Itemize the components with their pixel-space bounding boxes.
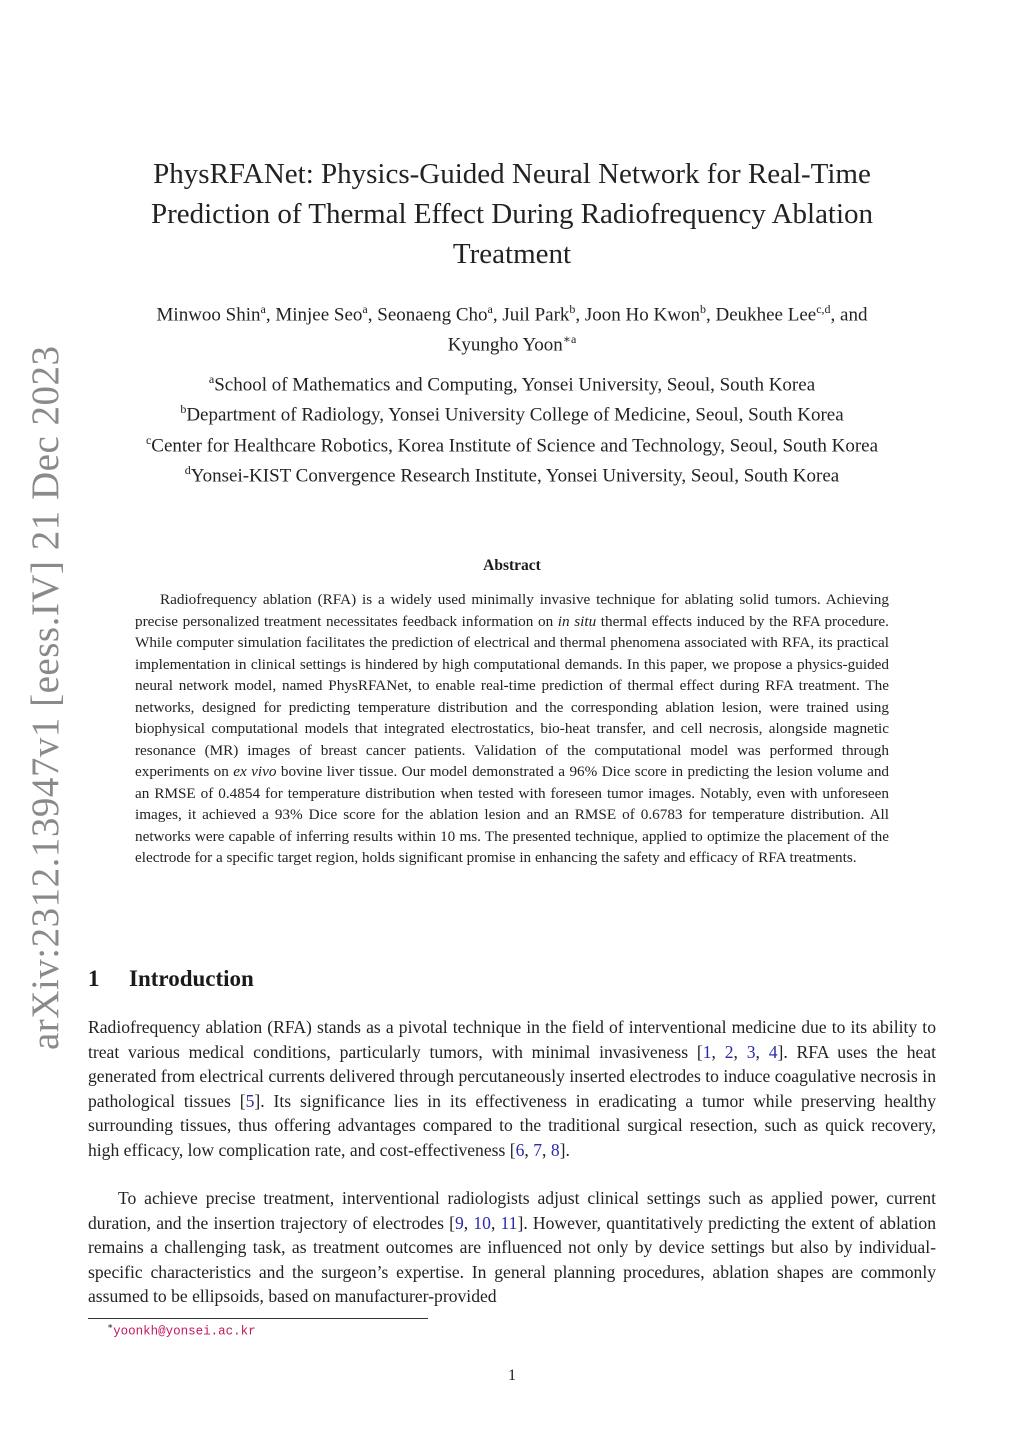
citation-link[interactable]: 9: [454, 1212, 464, 1233]
affiliation-text: Yonsei-KIST Convergence Research Institute, Yonsei University, Seoul, South Korea: [190, 465, 840, 487]
page-number: 1: [508, 1367, 516, 1384]
footnote-mark: ∗: [107, 1322, 114, 1332]
citation-link[interactable]: 3: [746, 1041, 756, 1062]
author-affil-mark: c,d: [816, 302, 831, 316]
paragraph-text: ]. However, quantitatively predicting the extent of ablation remains a challenging task, as treatment outcomes are influenced not only by device settings but also by individual-specific characteristics and the surgeon’s expertise. In general planning procedures, ablation shapes are commonly assumed to be ellipsoids, based on manufacturer-provided: [88, 1212, 937, 1306]
abstract-italic: in situ: [557, 612, 597, 630]
arxiv-identifier-stamp: arXiv:2312.13947v1 [eess.IV] 21 Dec 2023: [24, 345, 67, 1050]
author-name: Joon Ho Kwon: [584, 304, 700, 326]
affiliation-text: Department of Radiology, Yonsei University College of Medicine, Seoul, South Korea: [186, 404, 844, 426]
author-affil-mark: b: [569, 302, 576, 316]
abstract-text: bovine liver tissue. Our model demonstrated a 96% Dice score in predicting the lesion volume and an RMSE of 0.4854 for temperature distribution when tested with foreseen tumor images. Notably, even with unforeseen images, it achieved a 93% Dice score for the ablation lesion and an RMSE of 0.6783 for temperature distribution. All networks were capable of inferring results within 10 ms. The presented technique, applied to optimize the placement of the electrode for a specific target region, holds significant promise in enhancing the safety and efficacy of RFA treatments.: [135, 763, 890, 866]
paragraph-text: ]. RFA uses the heat generated from electrical currents delivered through percutaneously inserted electrodes to induce coagulative necrosis in pathological tissues [: [88, 1041, 937, 1111]
affiliation-mark: d: [184, 462, 191, 477]
affiliation-text: Center for Healthcare Robotics, Korea Institute of Science and Technology, Seoul, South Korea: [151, 434, 879, 456]
citation-link[interactable]: 2: [724, 1041, 734, 1062]
author-name: Kyungho Yoon: [447, 334, 563, 356]
paragraph-text: Radiofrequency ablation (RFA) stands as a pivotal technique in the field of interventional medicine due to its ability to treat various medical conditions, particularly tumors, with minimal invasiveness [: [88, 1017, 936, 1062]
citation-link[interactable]: 1: [702, 1041, 712, 1062]
author-affil-mark: b: [699, 302, 706, 316]
body-paragraph: Radiofrequency ablation (RFA) stands as a pivotal technique in the field of interventional medicine due to its ability to treat various medical conditions, particularly tumors, with minimal invasiveness [1, 2, 3, 4]. RFA uses the heat generated from electrical currents delivered through percutaneously inserted electrodes to induce coagulative necrosis in pathological tissues [5]. Its significance lies in its effectiveness in eradicating a tumor while preserving healthy surrounding tissues, thus offering advantages compared to the traditional surgical resection, such as quick recovery, high efficacy, low complication rate, and cost-effectiveness [6, 7, 8].: [88, 1017, 937, 1160]
affiliation: [50, 367, 974, 397]
author-name: Juil Park: [502, 304, 570, 326]
section-title: Introduction: [129, 966, 254, 991]
citation-link[interactable]: 8: [550, 1139, 560, 1160]
citation-link[interactable]: 4: [768, 1041, 778, 1062]
section-number: 1: [88, 966, 100, 991]
paragraph-text: ]. Its significance lies in its effectiveness in eradicating a tumor while preserving healthy surrounding tissues, thus offering advantages compared to the traditional surgical resection, such as quick recovery, high efficacy, low complication rate, and cost-effectiveness [: [88, 1090, 937, 1160]
citation-link[interactable]: 11: [500, 1212, 518, 1233]
author-name: Deukhee Lee: [715, 304, 817, 326]
abstract-text: Radiofrequency ablation (RFA) is a widely used minimally invasive technique for ablating solid tumors. Achieving precise personalized treatment necessitates feedback information on: [135, 591, 889, 630]
author-affil-mark: a: [362, 302, 368, 316]
citation-link[interactable]: 6: [515, 1139, 525, 1160]
abstract-body: [135, 589, 889, 869]
citation-link[interactable]: 5: [245, 1090, 255, 1111]
abstract-heading: Abstract: [483, 557, 541, 574]
author-affil-mark: a: [487, 302, 493, 316]
affiliation-mark: b: [180, 402, 187, 417]
citation-link[interactable]: 10: [473, 1212, 491, 1233]
affiliation-list: [50, 367, 974, 488]
paragraph-text: To achieve precise treatment, interventional radiologists adjust clinical settings such as applied power, current duration, and the insertion trajectory of electrodes [: [88, 1188, 936, 1233]
author-name: Seonaeng Cho: [377, 304, 488, 326]
section-heading: [88, 966, 254, 992]
author-and: and: [840, 304, 868, 326]
affiliation-text: School of Mathematics and Computing, Yonsei University, Seoul, South Korea: [214, 374, 816, 396]
paragraph-text: ].: [559, 1139, 570, 1160]
title-line-3: Treatment: [452, 238, 572, 270]
paper-title: [100, 154, 924, 274]
affiliation: [50, 397, 974, 427]
author-name: Minwoo Shin: [156, 304, 261, 326]
author-list: Minwoo Shin$^a$, Minjee Seo$^a$, Seonaeng Cho$^a$, Juil Park$^b$, Joon Ho Kwon$^b$, Deukhee Lee$^{c,d}$, and Kyungho Yoon$^{∗a}$: [156, 302, 868, 356]
affiliation-mark: a: [208, 372, 215, 386]
title-line-1: PhysRFANet: Physics-Guided Neural Network for Real-Time: [153, 158, 871, 190]
affiliation-mark: c: [145, 432, 152, 447]
abstract-italic: ex vivo: [233, 763, 277, 780]
author-affil-mark: ∗a: [562, 332, 577, 347]
affiliation: [50, 458, 974, 488]
footnote-divider: [88, 1318, 428, 1319]
author-name: Minjee Seo: [275, 304, 363, 326]
affiliation: [50, 428, 974, 458]
title-line-2: Prediction of Thermal Effect During Radiofrequency Ablation: [150, 198, 874, 230]
author-affil-mark: a: [260, 302, 266, 316]
corresponding-email-link[interactable]: yoonkh@yonsei.ac.kr: [113, 1324, 256, 1339]
abstract-text: thermal effects induced by the RFA procedure. While computer simulation facilitates the prediction of electrical and thermal phenomena associated with RFA, its practical implementation in clinical settings is hindered by high computational demands. In this paper, we propose a physics-guided neural network model, named PhysRFANet, to enable real-time prediction of thermal effect during RFA treatment. The networks, designed for predicting temperature distribution and the corresponding ablation lesion, were trained using biophysical computational models that integrated electrostatics, bio-heat transfer, and cell necrosis, alongside magnetic resonance (MR) images of breast cancer patients. Validation of the computational model was performed through experiments on: [135, 612, 889, 780]
citation-link[interactable]: 7: [533, 1139, 543, 1160]
footnote: [107, 1322, 256, 1338]
body-paragraph: To achieve precise treatment, interventional radiologists adjust clinical settings such as applied power, current duration, and the insertion trajectory of electrodes [9, 10, 11]. However, quantitatively predicting the extent of ablation remains a challenging task, as treatment outcomes are influenced not only by device settings but also by individual-specific characteristics and the surgeon’s expertise. In general planning procedures, ablation shapes are commonly assumed to be ellipsoids, based on manufacturer-provided: [88, 1188, 937, 1306]
